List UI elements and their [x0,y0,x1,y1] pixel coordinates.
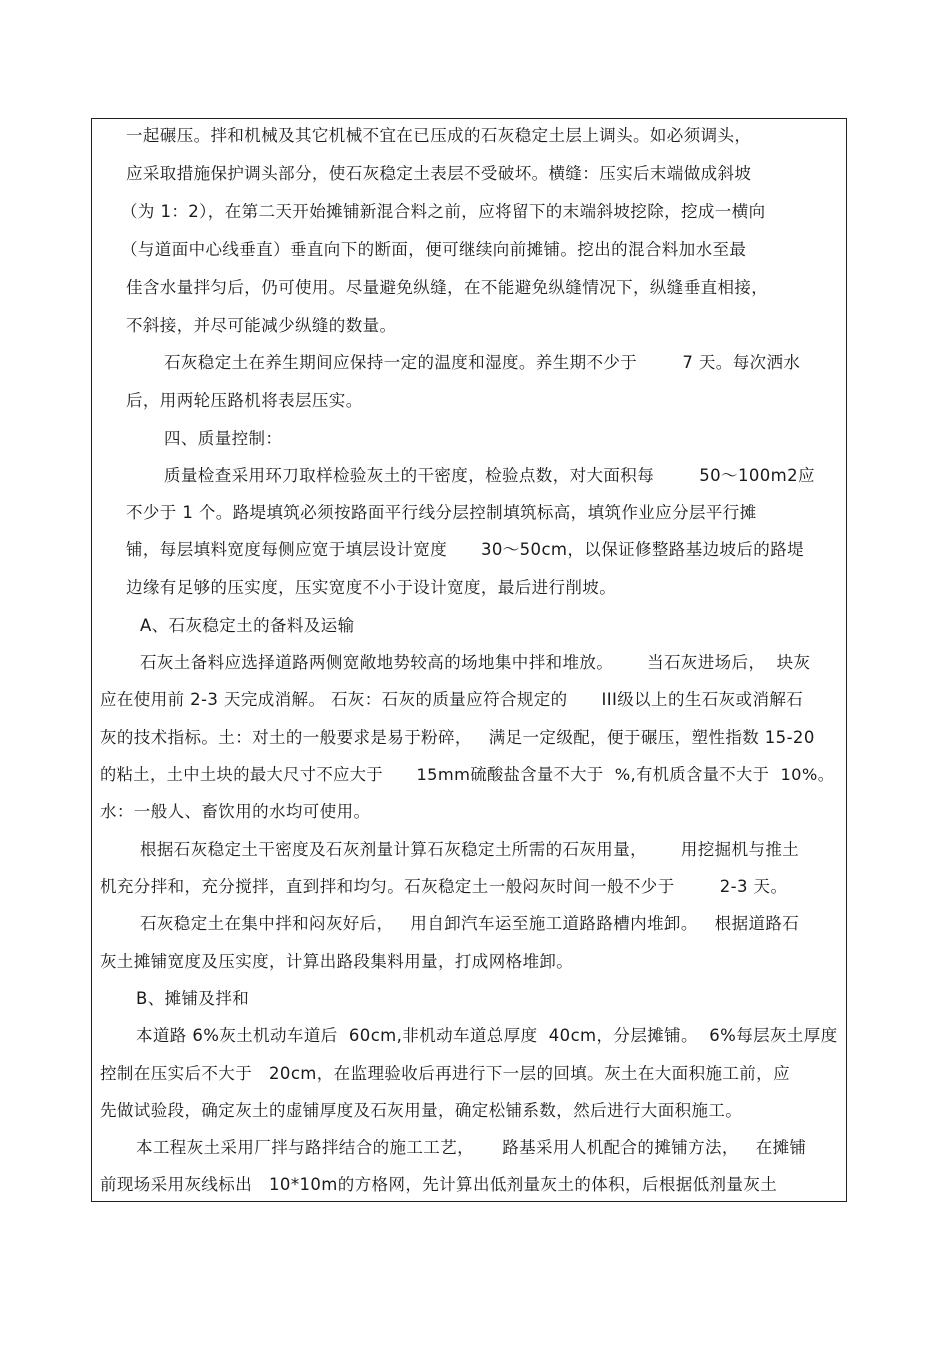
text-line: 应采取措施保护调头部分，使石灰稳定土表层不受破坏。横缝：压实后末端做成斜坡 [126,164,752,183]
text-line: 石灰稳定土在集中拌和闷灰好后， 用自卸汽车运至施工道路路槽内堆卸。 根据道路石 [140,914,800,933]
text-line: 先做试验段，确定灰土的虚铺厚度及石灰用量，确定松铺系数，然后进行大面积施工。 [100,1101,743,1120]
text-line: 铺，每层填料宽度每侧应宽于填层设计宽度 30～50cm，以保证修整路基边坡后的路堤 [126,540,805,559]
text-line: 的粘土，土中土块的最大尺寸不应大于 15mm硫酸盐含量不大于 %,有机质含量不大于 10%。 [100,765,835,784]
subsection-heading: B、摊铺及拌和 [136,989,250,1008]
text-line: 不少于 1 个。路堤填筑必须按路面平行线分层控制填筑标高，填筑作业应分层平行摊 [126,503,757,522]
text-line: 石灰土备料应选择道路两侧宽敞地势较高的场地集中拌和堆放。 当石灰进场后， 块灰 [140,653,811,672]
text-line: （与道面中心线垂直）垂直向下的断面，便可继续向前摊铺。挖出的混合料加水至最 [121,240,747,259]
text-line: 佳含水量拌匀后，仍可使用。尽量避免纵缝，在不能避免纵缝情况下，纵缝垂直相接， [126,278,769,297]
text-line: 本道路 6%灰土机动车道后 60cm,非机动车道总厚度 40cm，分层摊铺。 6%每层灰土厚度 [136,1026,838,1045]
text-line: 前现场采用灰线标出 10*10m的方格网，先计算出低剂量灰土的体积，后根据低剂量灰土 [100,1175,778,1194]
text-line: 边缘有足够的压实度，压实宽度不小于设计宽度，最后进行削坡。 [126,578,617,597]
text-line: 不斜接，并尽可能减少纵缝的数量。 [126,316,397,335]
section-heading: 四、质量控制： [164,429,283,448]
text-line: 后，用两轮压路机将表层压实。 [126,391,363,410]
text-line: 根据石灰稳定土干密度及石灰剂量计算石灰稳定土所需的石灰用量， 用挖掘机与推土 [140,840,800,859]
text-line: 水：一般人、畜饮用的水均可使用。 [100,802,371,821]
text-line: 石灰稳定土在养生期间应保持一定的温度和湿度。养生期不少于 7 天。每次洒水 [164,353,801,372]
text-line: 本工程灰土采用厂拌与路拌结合的施工工艺， 路基采用人机配合的摊铺方法， 在摊铺 [136,1138,807,1157]
text-line: （为 1：2），在第二天开始摊铺新混合料之前，应将留下的末端斜坡挖除，挖成一横向 [121,202,766,221]
text-line: 机充分拌和，充分搅拌，直到拌和均匀。石灰稳定土一般闷灰时间一般不少于 2-3 天。 [100,877,788,896]
subsection-heading: A、石灰稳定土的备料及运输 [140,616,355,635]
text-line: 控制在压实后不大于 20cm，在监理验收后再进行下一层的回填。灰土在大面积施工前，应 [100,1064,790,1083]
text-line: 质量检查采用环刀取样检验灰土的干密度，检验点数，对大面积每 50～100m2应 [164,466,815,485]
text-line: 灰的技术指标。土：对土的一般要求是易于粉碎， 满足一定级配，便于碾压，塑性指数 15-20 [100,728,815,747]
text-line: 一起碾压。拌和机械及其它机械不宜在已压成的石灰稳定土层上调头。如必须调头， [126,126,752,145]
text-line: 灰土摊铺宽度及压实度，计算出路段集料用量，打成网格堆卸。 [100,952,574,971]
text-line: 应在使用前 2-3 天完成消解。 石灰：石灰的质量应符合规定的 III级以上的生石灰或消解石 [100,690,804,709]
